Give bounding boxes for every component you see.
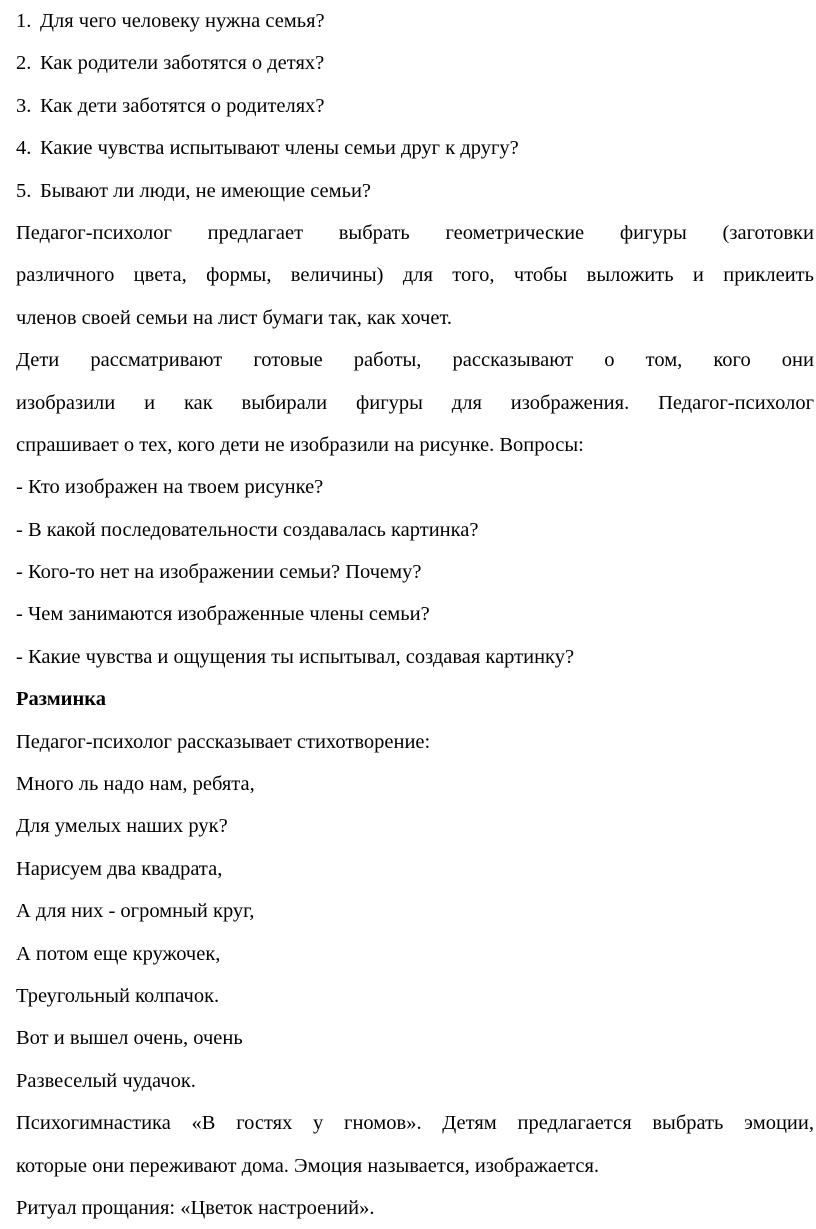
- dash-question: - Кто изображен на твоем рисунке?: [16, 476, 324, 499]
- question-text: Как дети заботятся о родителях?: [40, 94, 325, 117]
- document-page: [16, 0, 814, 1229]
- paragraph-line: Педагог-психолог предлагает выбрать геометрические фигуры (заготовки: [16, 221, 814, 244]
- question-item: [16, 0, 814, 42]
- section-heading: Разминка: [16, 688, 107, 711]
- poem-line: А для них - огромный круг,: [16, 900, 255, 923]
- poem-line: Треугольный колпачок.: [16, 984, 220, 1007]
- question-text: Бывают ли люди, не имеющие семьи?: [40, 179, 372, 202]
- question-text: Какие чувства испытывают члены семьи друг к другу?: [40, 137, 519, 160]
- question-number: 5.: [16, 179, 32, 202]
- question-item: [16, 42, 814, 84]
- paragraph-line: Дети рассматривают готовые работы, рассказывают о том, кого они: [16, 349, 814, 372]
- question-number: 1.: [16, 10, 32, 32]
- poem-line: Для умелых наших рук?: [16, 815, 228, 838]
- question-number: 4.: [16, 137, 32, 160]
- dash-question: - Чем занимаются изображенные члены семьи?: [16, 603, 430, 626]
- dash-question: - Кого-то нет на изображении семьи? Почему?: [16, 561, 422, 584]
- question-item: [16, 170, 814, 212]
- dash-question: - Какие чувства и ощущения ты испытывал, создавая картинку?: [16, 645, 575, 668]
- paragraph-line: Психогимнастика «В гостях у гномов». Детям предлагается выбрать эмоции,: [16, 1112, 814, 1135]
- question-number: 2.: [16, 52, 32, 75]
- question-item: [16, 127, 814, 169]
- paragraph-line: различного цвета, формы, величины) для того, чтобы выложить и приклеить: [16, 264, 814, 287]
- question-item: [16, 85, 814, 127]
- question-number: 3.: [16, 94, 32, 117]
- poem-intro: Педагог-психолог рассказывает стихотворение:: [16, 730, 431, 753]
- dash-question: - В какой последовательности создавалась картинка?: [16, 518, 479, 541]
- paragraph-line: спрашивает о тех, кого дети не изобразили на рисунке. Вопросы:: [16, 433, 584, 456]
- poem-line: Нарисуем два квадрата,: [16, 857, 223, 880]
- question-text: Для чего человеку нужна семья?: [40, 10, 325, 32]
- paragraph-line: которые они переживают дома. Эмоция называется, изображается.: [16, 1154, 600, 1177]
- paragraph-line: изобразили и как выбирали фигуры для изображения. Педагог-психолог: [16, 391, 814, 414]
- poem-line: Развеселый чудачок.: [16, 1069, 196, 1092]
- question-text: Как родители заботятся о детях?: [40, 52, 325, 75]
- poem-line: А потом еще кружочек,: [16, 942, 221, 965]
- poem-line: Вот и вышел очень, очень: [16, 1027, 243, 1050]
- closing-ritual: Ритуал прощания: «Цветок настроений».: [16, 1196, 375, 1219]
- poem-line: Много ль надо нам, ребята,: [16, 773, 255, 796]
- paragraph-line: членов своей семьи на лист бумаги так, как хочет.: [16, 306, 452, 329]
